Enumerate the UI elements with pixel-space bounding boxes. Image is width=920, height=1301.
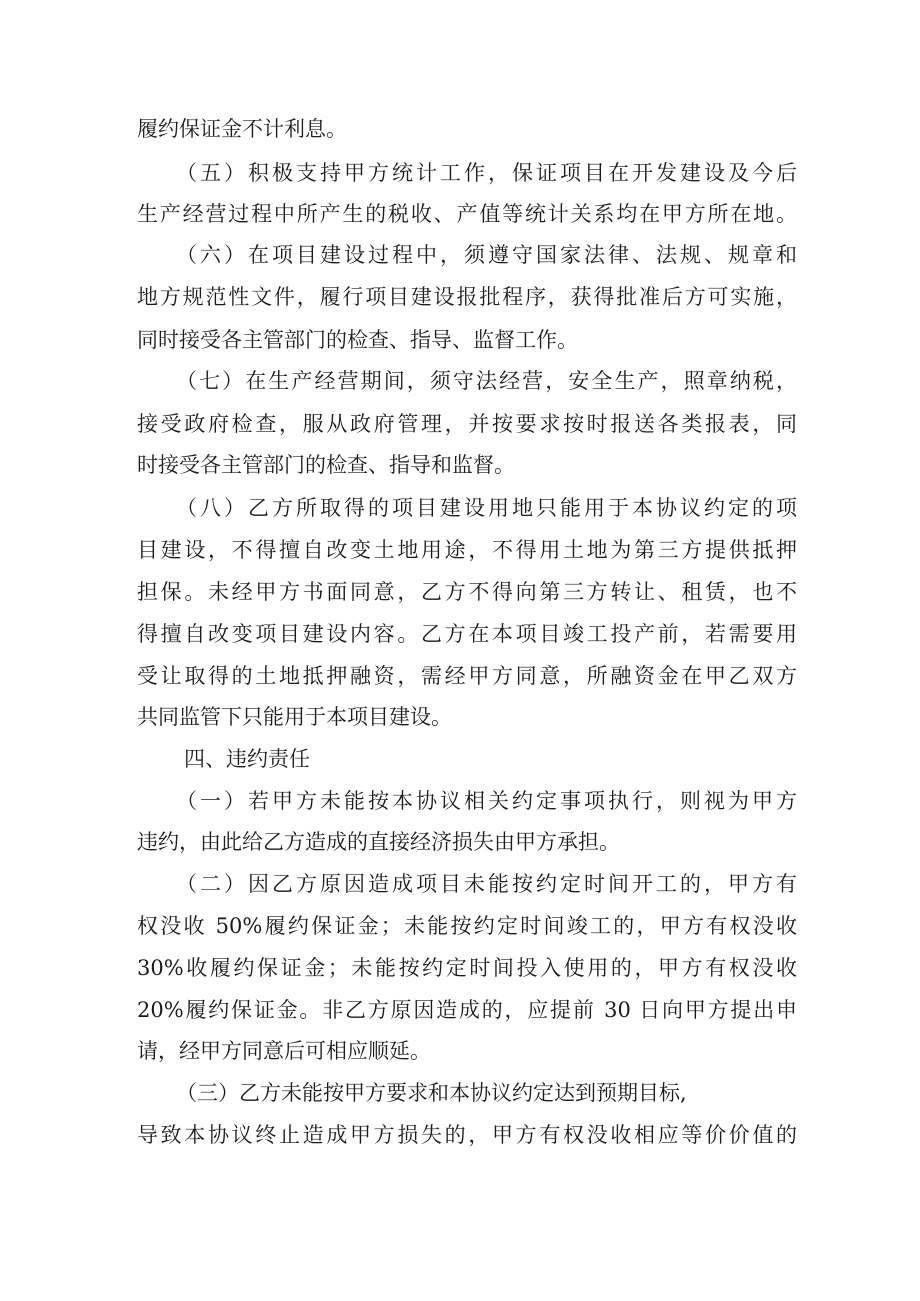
text-line: 导致本协议终止造成甲方损失的，甲方有权没收相应等价价值的 <box>137 1123 797 1147</box>
text-line: 共同监管下只能用于本项目建设。 <box>137 705 452 729</box>
text-line: （三）乙方未能按甲方要求和本协议约定达到预期目标, <box>176 1081 687 1105</box>
text-line: 请，经甲方同意后可相应顺延。 <box>137 1039 431 1063</box>
text-line: （六）在项目建设过程中，须遵守国家法律、法规、规章和 <box>176 243 797 267</box>
text-line: 20%履约保证金。非乙方原因造成的，应提前 30 日向甲方提出申 <box>137 998 797 1022</box>
text-line: 得擅自改变项目建设内容。乙方在本项目竣工投产前，若需要用 <box>137 622 797 646</box>
text-line: 生产经营过程中所产生的税收、产值等统计关系均在甲方所在地。 <box>137 202 797 226</box>
text-line: （七）在生产经营期间，须守法经营，安全生产，照章纳税， <box>176 369 797 393</box>
text-line: 时接受各主管部门的检查、指导和监督。 <box>137 453 515 477</box>
text-line: 地方规范性文件，履行项目建设报批程序，获得批准后方可实施， <box>137 285 797 309</box>
text-line: 接受政府检查，服从政府管理，并按要求按时报送各类报表，同 <box>137 412 797 436</box>
text-line: 权没收 50%履约保证金；未能按约定时间竣工的，甲方有权没收 <box>137 914 797 938</box>
text-line: 目建设，不得擅自改变土地用途，不得用土地为第三方提供抵押 <box>137 538 797 562</box>
text-line: 同时接受各主管部门的检查、指导、监督工作。 <box>137 328 578 352</box>
text-line: （一）若甲方未能按本协议相关约定事项执行，则视为甲方 <box>176 789 797 813</box>
text-line: （五）积极支持甲方统计工作，保证项目在开发建设及今后 <box>176 161 797 185</box>
section-heading: 四、违约责任 <box>184 747 310 771</box>
text-line: （八）乙方所取得的项目建设用地只能用于本协议约定的项 <box>176 496 797 520</box>
text-line: 30%收履约保证金；未能按约定时间投入使用的，甲方有权没收 <box>137 956 797 980</box>
text-line: 受让取得的土地抵押融资，需经甲方同意，所融资金在甲乙双方 <box>137 664 797 688</box>
text-line: 履约保证金不计利息。 <box>137 117 347 141</box>
text-line: 违约，由此给乙方造成的直接经济损失由甲方承担。 <box>137 830 620 854</box>
text-line: 担保。未经甲方书面同意，乙方不得向第三方转让、租赁，也不 <box>137 580 797 604</box>
text-line: （二）因乙方原因造成项目未能按约定时间开工的，甲方有 <box>176 872 797 896</box>
